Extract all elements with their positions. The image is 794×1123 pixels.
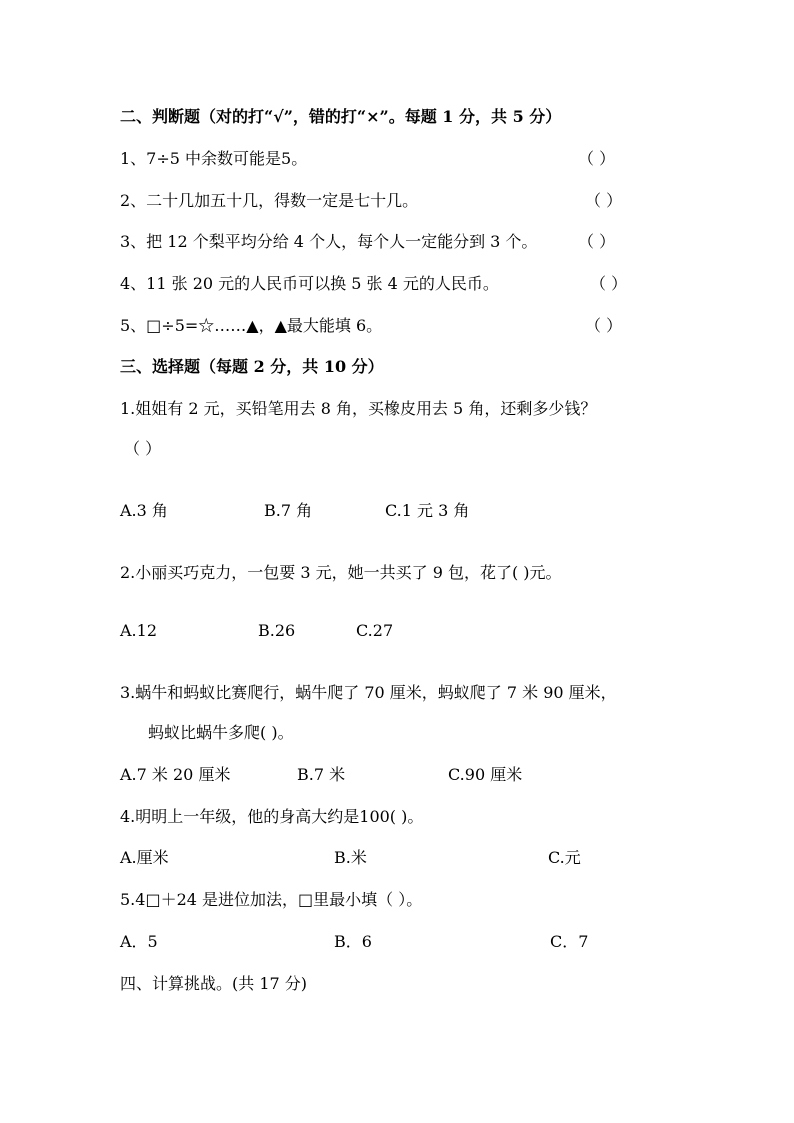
choice-q1-option-a[interactable]: A.3 角	[120, 501, 168, 520]
choice-q5-option-a[interactable]: A．5	[120, 932, 158, 951]
judge-blank-1[interactable]: （ ）	[578, 149, 616, 168]
section4-heading: 四、计算挑战。(共 17 分)	[120, 974, 308, 993]
choice-q3-option-b[interactable]: B.7 米	[297, 765, 346, 784]
choice-q2-option-b[interactable]: B.26	[258, 621, 296, 640]
judge-blank-2[interactable]: （ ）	[585, 191, 623, 210]
choice-q3-option-a[interactable]: A.7 米 20 厘米	[120, 765, 231, 784]
choice-q3-option-c[interactable]: C.90 厘米	[448, 765, 523, 784]
choice-q4-option-a[interactable]: A.厘米	[120, 848, 169, 867]
section3-heading: 三、选择题（每题 2 分，共 10 分）	[120, 357, 384, 376]
choice-q2-option-c[interactable]: C.27	[356, 621, 394, 640]
judge-item-4: 4、11 张 20 元的人民币可以换 5 张 4 元的人民币。	[120, 274, 499, 293]
choice-q1-blank[interactable]: （ ）	[124, 439, 162, 458]
choice-q5-option-b[interactable]: B．6	[334, 932, 372, 951]
judge-item-3: 3、把 12 个梨平均分给 4 个人，每个人一定能分到 3 个。	[120, 232, 538, 251]
choice-q2-text: 2.小丽买巧克力，一包要 3 元，她一共买了 9 包，花了( )元。	[120, 563, 562, 582]
choice-q2-option-a[interactable]: A.12	[120, 621, 157, 640]
judge-item-5: 5、□÷5=☆……▲，▲最大能填 6。	[120, 316, 383, 335]
choice-q1-option-b[interactable]: B.7 角	[264, 501, 313, 520]
choice-q1-text: 1.姐姐有 2 元，买铅笔用去 8 角，买橡皮用去 5 角，还剩多少钱？	[120, 399, 597, 418]
choice-q1-option-c[interactable]: C.1 元 3 角	[385, 501, 470, 520]
choice-q5-option-c[interactable]: C．7	[550, 932, 589, 951]
judge-blank-5[interactable]: （ ）	[585, 316, 623, 335]
choice-q4-option-c[interactable]: C.元	[548, 848, 581, 867]
judge-item-1: 1、7÷5 中余数可能是5。	[120, 149, 308, 168]
choice-q5-text: 5.4□＋24 是进位加法，□里最小填（ ）。	[120, 890, 423, 909]
choice-q3-text: 3.蜗牛和蚂蚁比赛爬行，蜗牛爬了 70 厘米，蚂蚁爬了 7 米 90 厘米，	[120, 683, 617, 702]
choice-q3-text-line2: 蚂蚁比蜗牛多爬( )。	[148, 723, 294, 742]
section2-heading: 二、判断题（对的打“√”，错的打“×”。每题 1 分，共 5 分）	[120, 107, 562, 126]
judge-blank-3[interactable]: （ ）	[578, 232, 616, 251]
judge-item-2: 2、二十几加五十几，得数一定是七十几。	[120, 191, 419, 210]
choice-q4-option-b[interactable]: B.米	[334, 848, 367, 867]
judge-blank-4[interactable]: （ ）	[590, 274, 628, 293]
choice-q4-text: 4.明明上一年级，他的身高大约是100( )。	[120, 807, 424, 826]
